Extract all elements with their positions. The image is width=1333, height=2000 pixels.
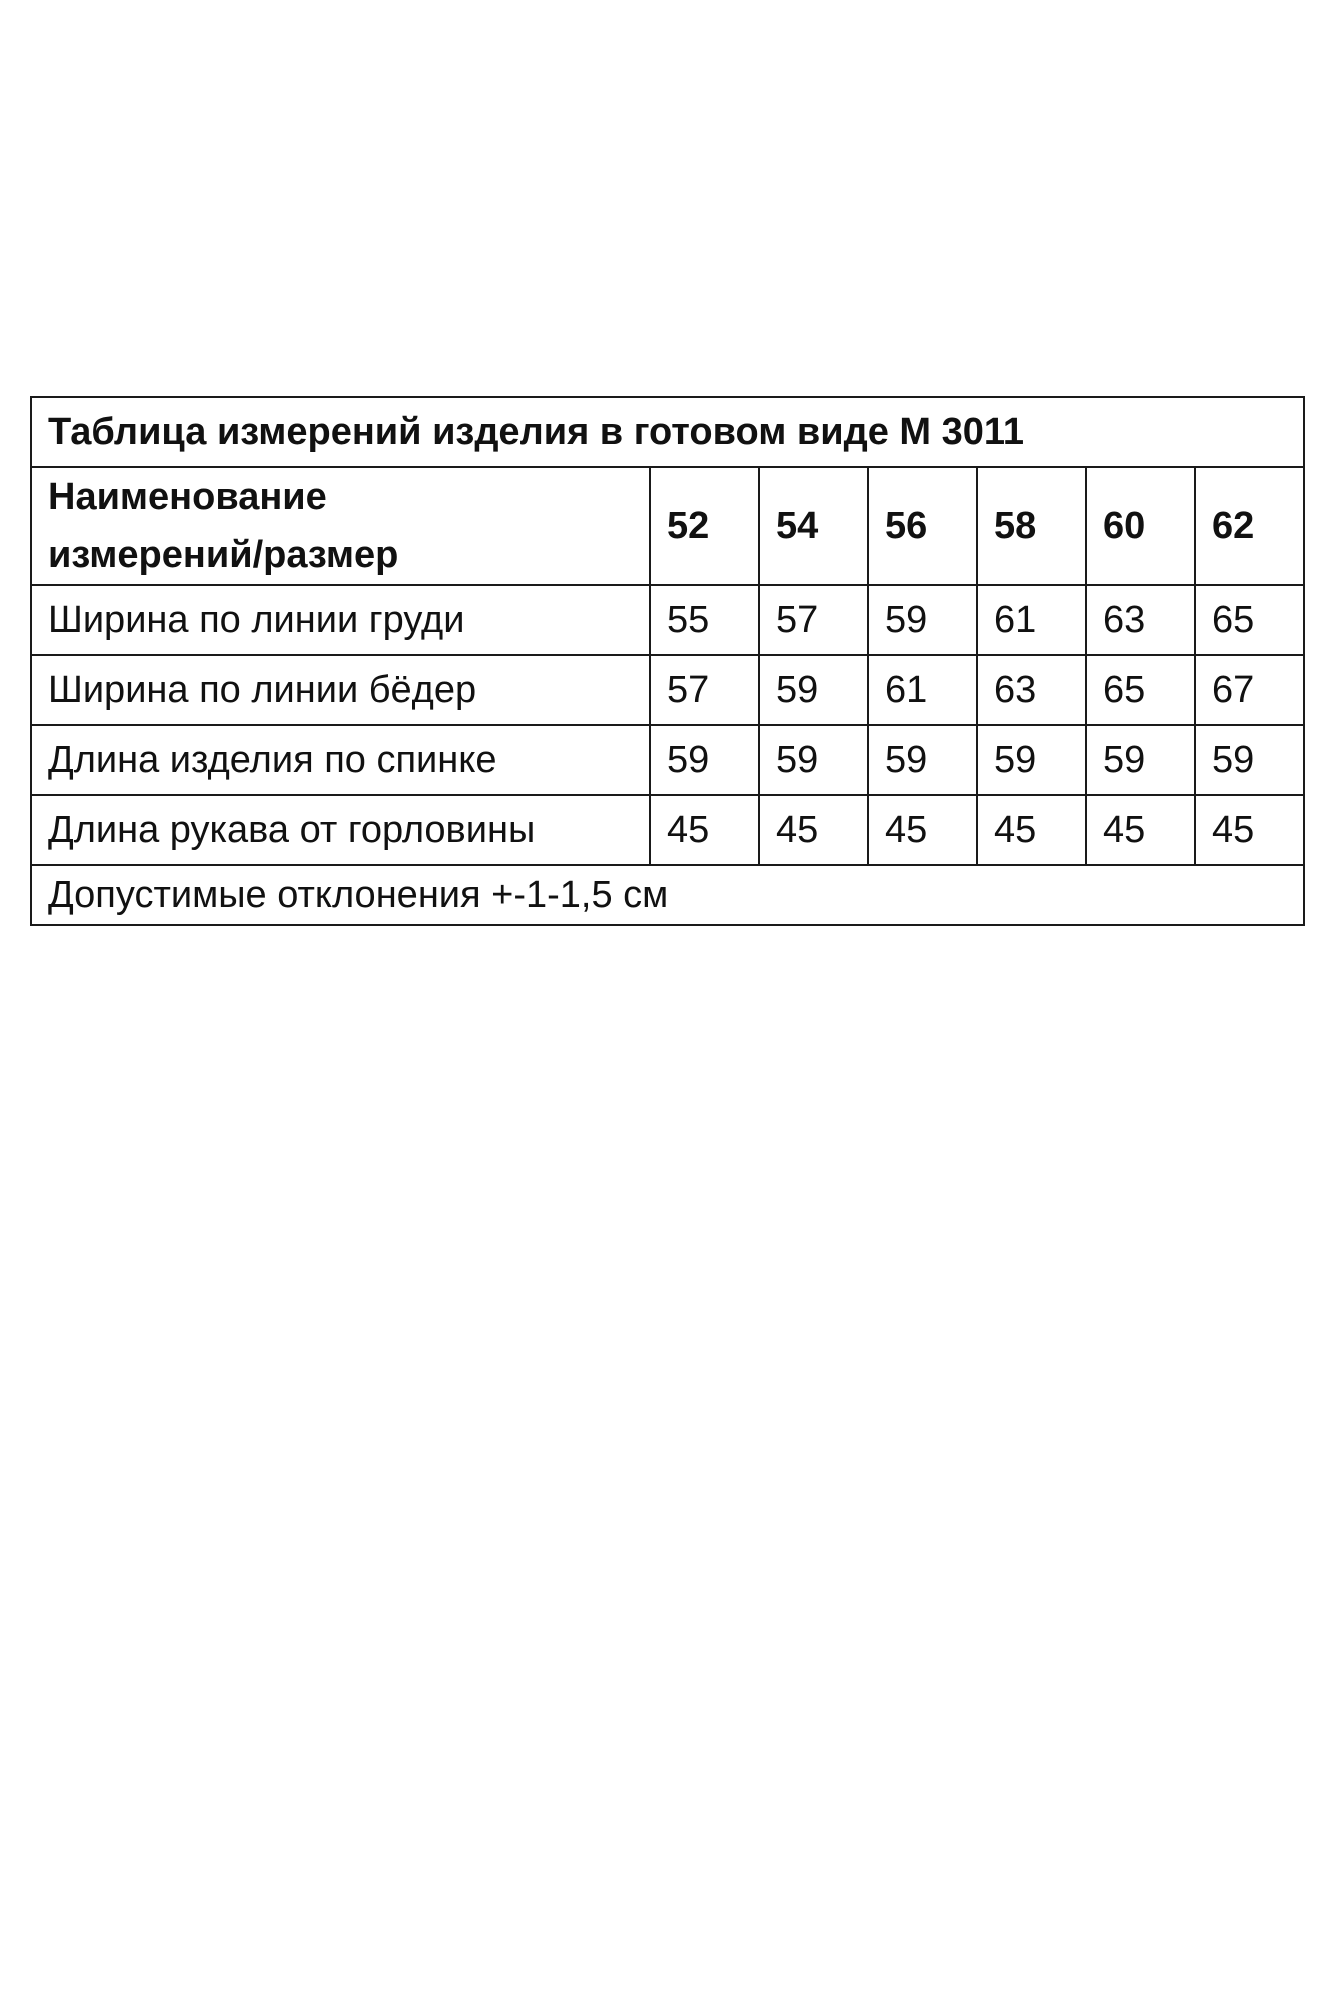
row-label: Ширина по линии бёдер xyxy=(31,655,650,725)
table-cell: 63 xyxy=(1086,585,1195,655)
table-row xyxy=(31,655,1304,725)
table-cell: 59 xyxy=(1086,725,1195,795)
row-label: Длина изделия по спинке xyxy=(31,725,650,795)
table-cell: 59 xyxy=(868,585,977,655)
table-cell: 57 xyxy=(650,655,759,725)
table-note-row xyxy=(31,865,1304,925)
size-chart-table xyxy=(30,396,1305,926)
size-header: 54 xyxy=(759,467,868,585)
table-cell: 67 xyxy=(1195,655,1304,725)
table-cell: 59 xyxy=(650,725,759,795)
size-header: 60 xyxy=(1086,467,1195,585)
row-label: Длина рукава от горловины xyxy=(31,795,650,865)
table-cell: 59 xyxy=(759,655,868,725)
table-cell: 65 xyxy=(1195,585,1304,655)
row-label: Ширина по линии груди xyxy=(31,585,650,655)
table-cell: 57 xyxy=(759,585,868,655)
table-row xyxy=(31,795,1304,865)
table-cell: 45 xyxy=(759,795,868,865)
table-header-row xyxy=(31,467,1304,585)
table-title-row xyxy=(31,397,1304,467)
table-cell: 59 xyxy=(759,725,868,795)
size-header: 56 xyxy=(868,467,977,585)
table-cell: 61 xyxy=(868,655,977,725)
table-cell: 59 xyxy=(977,725,1086,795)
header-label-cell xyxy=(31,467,650,585)
table-cell: 55 xyxy=(650,585,759,655)
header-label-line2: измерений/размер xyxy=(48,534,399,576)
size-header: 62 xyxy=(1195,467,1304,585)
table-row xyxy=(31,725,1304,795)
table-cell: 59 xyxy=(868,725,977,795)
table-cell: 65 xyxy=(1086,655,1195,725)
header-label-line1: Наименование xyxy=(48,476,327,518)
table-cell: 45 xyxy=(977,795,1086,865)
size-header: 52 xyxy=(650,467,759,585)
table-cell: 45 xyxy=(868,795,977,865)
table-cell: 61 xyxy=(977,585,1086,655)
table-cell: 45 xyxy=(1086,795,1195,865)
table-cell: 63 xyxy=(977,655,1086,725)
table-cell: 45 xyxy=(1195,795,1304,865)
tolerance-note: Допустимые отклонения +-1-1,5 см xyxy=(31,865,1304,925)
size-header: 58 xyxy=(977,467,1086,585)
table-cell: 45 xyxy=(650,795,759,865)
table-cell: 59 xyxy=(1195,725,1304,795)
table-row xyxy=(31,585,1304,655)
table-title: Таблица измерений изделия в готовом виде М 3011 xyxy=(31,397,1304,467)
